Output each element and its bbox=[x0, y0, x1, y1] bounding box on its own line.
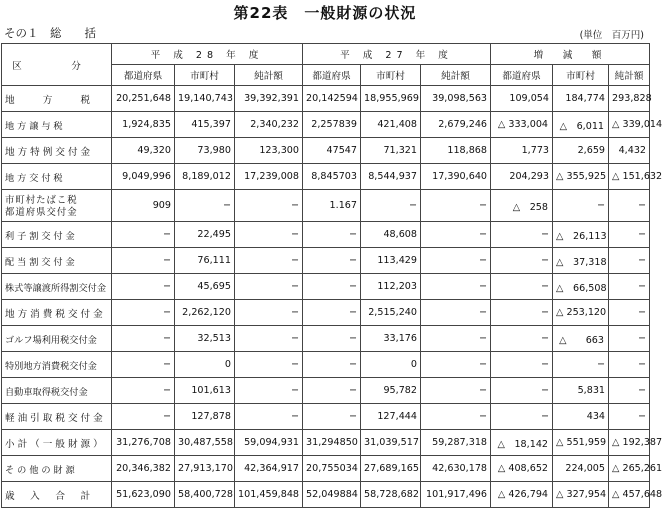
cell-value: 51,623,090 bbox=[112, 482, 175, 508]
cell-value: − bbox=[303, 352, 361, 378]
row-label bbox=[2, 222, 112, 248]
table-row bbox=[2, 300, 650, 326]
cell-value: − bbox=[609, 222, 650, 248]
row-label bbox=[2, 164, 112, 190]
subcol-municipality: 市町村 bbox=[553, 65, 609, 86]
row-label-text: 軽油引取税交付金 bbox=[5, 412, 106, 424]
row-label-text: 地 方 譲 与 税 bbox=[5, 120, 63, 132]
cell-value: 42,630,178 bbox=[421, 456, 491, 482]
cell-value: △ 408,652 bbox=[491, 456, 553, 482]
cell-value: − bbox=[303, 300, 361, 326]
cell-value: 112,203 bbox=[361, 274, 421, 300]
cell-value: − bbox=[609, 404, 650, 430]
cell-value: − bbox=[609, 248, 650, 274]
cell-value: 20,251,648 bbox=[112, 86, 175, 112]
table-row bbox=[2, 482, 650, 508]
cell-value: − bbox=[609, 190, 650, 222]
cell-value: − bbox=[235, 352, 303, 378]
cell-value: − bbox=[303, 222, 361, 248]
cell-value: − bbox=[112, 248, 175, 274]
cell-value: − bbox=[303, 248, 361, 274]
table-row bbox=[2, 404, 650, 430]
row-label bbox=[2, 456, 112, 482]
cell-value: − bbox=[112, 300, 175, 326]
cell-value: − bbox=[421, 378, 491, 404]
cell-value: △ 26,113 bbox=[553, 222, 609, 248]
cell-value: 204,293 bbox=[491, 164, 553, 190]
cell-value: 2,679,246 bbox=[421, 112, 491, 138]
cell-value: − bbox=[491, 326, 553, 352]
table-row bbox=[2, 378, 650, 404]
cell-value: − bbox=[235, 274, 303, 300]
cell-value: 31,294850 bbox=[303, 430, 361, 456]
cell-value: − bbox=[609, 378, 650, 404]
row-label-text: 株式等譲渡所得割交付金 bbox=[5, 282, 107, 294]
row-label bbox=[2, 190, 112, 222]
cell-value: − bbox=[303, 274, 361, 300]
cell-value: △ 6,011 bbox=[553, 112, 609, 138]
row-label-text: 利 子 割 交 付 金 bbox=[5, 230, 75, 242]
cell-value: 20,346,382 bbox=[112, 456, 175, 482]
cell-value: 127,878 bbox=[175, 404, 235, 430]
cell-value: − bbox=[609, 352, 650, 378]
table-row bbox=[2, 456, 650, 482]
cell-value: 113,429 bbox=[361, 248, 421, 274]
cell-value: − bbox=[553, 190, 609, 222]
cell-value: 52,049884 bbox=[303, 482, 361, 508]
row-label bbox=[2, 326, 112, 352]
cell-value: 19,140,743 bbox=[175, 86, 235, 112]
cell-value: 415,397 bbox=[175, 112, 235, 138]
row-label bbox=[2, 138, 112, 164]
table-subtitle: その１ 総 括 bbox=[4, 26, 96, 40]
cell-value: 76,111 bbox=[175, 248, 235, 274]
row-label-text: 自動車取得税交付金 bbox=[5, 386, 88, 398]
cell-value: 33,176 bbox=[361, 326, 421, 352]
cell-value: − bbox=[361, 190, 421, 222]
cell-value: − bbox=[112, 352, 175, 378]
cell-value: − bbox=[112, 274, 175, 300]
cell-value: − bbox=[491, 274, 553, 300]
row-label bbox=[2, 300, 112, 326]
cell-value: 9,049,996 bbox=[112, 164, 175, 190]
cell-value: △ 253,120 bbox=[553, 300, 609, 326]
cell-value: − bbox=[491, 248, 553, 274]
cell-value: − bbox=[112, 222, 175, 248]
subcol-prefecture: 都道府県 bbox=[491, 65, 553, 86]
header-row-groups bbox=[2, 44, 650, 65]
cell-value: 421,408 bbox=[361, 112, 421, 138]
cell-value: 39,392,391 bbox=[235, 86, 303, 112]
cell-value: − bbox=[421, 190, 491, 222]
cell-value: 2,515,240 bbox=[361, 300, 421, 326]
cell-value: △ 258 bbox=[491, 190, 553, 222]
cell-value: − bbox=[421, 248, 491, 274]
cell-value: 27,913,170 bbox=[175, 456, 235, 482]
table-body bbox=[2, 86, 662, 508]
cell-value: 118,868 bbox=[421, 138, 491, 164]
cell-value: − bbox=[491, 300, 553, 326]
cell-value: △ 265,261 bbox=[609, 456, 650, 482]
cell-value: − bbox=[235, 326, 303, 352]
table-row bbox=[2, 164, 650, 190]
cell-value: △ 355,925 bbox=[553, 164, 609, 190]
cell-value: 123,300 bbox=[235, 138, 303, 164]
cell-value: 1.167 bbox=[303, 190, 361, 222]
cell-value: − bbox=[421, 222, 491, 248]
cell-value: − bbox=[303, 378, 361, 404]
row-label-text: 小計（一般財源） bbox=[5, 438, 106, 450]
cell-value: △ 333,004 bbox=[491, 112, 553, 138]
cell-value: 20,755034 bbox=[303, 456, 361, 482]
row-label-text: 地 方 交 付 税 bbox=[5, 172, 63, 184]
cell-value: 224,005 bbox=[553, 456, 609, 482]
cell-value: − bbox=[235, 222, 303, 248]
cell-value: − bbox=[235, 300, 303, 326]
cell-value: 8,189,012 bbox=[175, 164, 235, 190]
cell-value: 58,728,682 bbox=[361, 482, 421, 508]
row-label-line: 都道府県交付金 bbox=[5, 206, 78, 218]
cell-value: 49,320 bbox=[112, 138, 175, 164]
cell-value: 184,774 bbox=[553, 86, 609, 112]
row-label-text: 特別地方消費税交付金 bbox=[5, 360, 97, 372]
cell-value: 2,340,232 bbox=[235, 112, 303, 138]
cell-value: − bbox=[303, 326, 361, 352]
cell-value: 59,094,931 bbox=[235, 430, 303, 456]
cell-value: 293,828 bbox=[609, 86, 650, 112]
cell-value: 58,400,728 bbox=[175, 482, 235, 508]
cell-value: 45,695 bbox=[175, 274, 235, 300]
table-row bbox=[2, 352, 650, 378]
cell-value: 101,917,496 bbox=[421, 482, 491, 508]
group-header-change: 増 減 額 bbox=[491, 44, 650, 65]
cell-value: 109,054 bbox=[491, 86, 553, 112]
cell-value: 434 bbox=[553, 404, 609, 430]
table-row bbox=[2, 222, 650, 248]
row-label-text: 地方特例交付金 bbox=[5, 146, 94, 158]
row-label bbox=[2, 482, 112, 508]
cell-value: 4,432 bbox=[609, 138, 650, 164]
cell-value: − bbox=[235, 378, 303, 404]
cell-value: − bbox=[553, 352, 609, 378]
subcol-net-total: 純計額 bbox=[609, 65, 650, 86]
table-row bbox=[2, 112, 650, 138]
row-label bbox=[2, 86, 112, 112]
cell-value: △ 327,954 bbox=[553, 482, 609, 508]
cell-value: 1,773 bbox=[491, 138, 553, 164]
cell-value: − bbox=[303, 404, 361, 430]
cell-value: 42,364,917 bbox=[235, 456, 303, 482]
row-label-line: 市町村たばこ税 bbox=[5, 194, 78, 206]
cell-value: 31,276,708 bbox=[112, 430, 175, 456]
cell-value: 17,239,008 bbox=[235, 164, 303, 190]
cell-value: − bbox=[112, 378, 175, 404]
cell-value: 59,287,318 bbox=[421, 430, 491, 456]
cell-value: − bbox=[609, 326, 650, 352]
cell-value: 101,613 bbox=[175, 378, 235, 404]
row-label bbox=[2, 378, 112, 404]
cell-value: △ 457,648 bbox=[609, 482, 650, 508]
cell-value: 27,689,165 bbox=[361, 456, 421, 482]
cell-value: 20,142594 bbox=[303, 86, 361, 112]
cell-value: − bbox=[421, 300, 491, 326]
table-row bbox=[2, 248, 650, 274]
cell-value: − bbox=[609, 274, 650, 300]
cell-value: − bbox=[491, 404, 553, 430]
group-header-fy28: 平 成 28 年 度 bbox=[112, 44, 303, 65]
table-row bbox=[2, 86, 650, 112]
cell-value: △ 663 bbox=[553, 326, 609, 352]
corner-header: 区 分 bbox=[2, 44, 112, 86]
cell-value: 8,544,937 bbox=[361, 164, 421, 190]
subcol-net-total: 純計額 bbox=[235, 65, 303, 86]
cell-value: 0 bbox=[361, 352, 421, 378]
cell-value: 18,955,969 bbox=[361, 86, 421, 112]
cell-value: 31,039,517 bbox=[361, 430, 421, 456]
row-label bbox=[2, 352, 112, 378]
cell-value: △ 192,387 bbox=[609, 430, 650, 456]
row-label-text: 地 方 税 bbox=[5, 94, 94, 106]
cell-value: − bbox=[491, 222, 553, 248]
subcol-prefecture: 都道府県 bbox=[303, 65, 361, 86]
row-label-text: ゴルフ場利用税交付金 bbox=[5, 334, 97, 346]
cell-value: 8,845703 bbox=[303, 164, 361, 190]
cell-value: 73,980 bbox=[175, 138, 235, 164]
cell-value: 2,659 bbox=[553, 138, 609, 164]
general-revenue-table bbox=[1, 43, 662, 508]
cell-value: − bbox=[491, 352, 553, 378]
subcol-municipality: 市町村 bbox=[361, 65, 421, 86]
cell-value: 32,513 bbox=[175, 326, 235, 352]
cell-value: 22,495 bbox=[175, 222, 235, 248]
cell-value: − bbox=[112, 326, 175, 352]
row-label-text: 配 当 割 交 付 金 bbox=[5, 256, 75, 268]
cell-value: 47547 bbox=[303, 138, 361, 164]
cell-value: − bbox=[609, 300, 650, 326]
unit-note: (単位 百万円) bbox=[579, 30, 644, 41]
cell-value: △ 426,794 bbox=[491, 482, 553, 508]
cell-value: 127,444 bbox=[361, 404, 421, 430]
table-row bbox=[2, 190, 650, 222]
cell-value: 5,831 bbox=[553, 378, 609, 404]
table-title: 第22表 一般財源の状況 bbox=[233, 4, 417, 22]
row-label bbox=[2, 248, 112, 274]
cell-value: △ 66,508 bbox=[553, 274, 609, 300]
cell-value: − bbox=[421, 326, 491, 352]
subcol-net-total: 純計額 bbox=[421, 65, 491, 86]
cell-value: 17,390,640 bbox=[421, 164, 491, 190]
cell-value: − bbox=[421, 404, 491, 430]
cell-value: △ 37,318 bbox=[553, 248, 609, 274]
row-label-text: 地方消費税交付金 bbox=[5, 308, 106, 320]
row-label bbox=[2, 430, 112, 456]
table-row bbox=[2, 138, 650, 164]
row-label-text: 歳 入 合 計 bbox=[5, 490, 94, 502]
group-header-fy27: 平 成 27 年 度 bbox=[303, 44, 491, 65]
row-label bbox=[2, 274, 112, 300]
cell-value: 39,098,563 bbox=[421, 86, 491, 112]
cell-value: △ 151,632 bbox=[609, 164, 650, 190]
cell-value: − bbox=[421, 274, 491, 300]
cell-value: △ 551,959 bbox=[553, 430, 609, 456]
cell-value: 2,257839 bbox=[303, 112, 361, 138]
row-label bbox=[2, 112, 112, 138]
cell-value: 95,782 bbox=[361, 378, 421, 404]
row-label-text: そ の 他 の 財 源 bbox=[5, 464, 75, 476]
subcol-municipality: 市町村 bbox=[175, 65, 235, 86]
cell-value: − bbox=[235, 190, 303, 222]
table-row bbox=[2, 430, 650, 456]
cell-value: 2,262,120 bbox=[175, 300, 235, 326]
table-row bbox=[2, 326, 650, 352]
cell-value: − bbox=[175, 190, 235, 222]
cell-value: 30,487,558 bbox=[175, 430, 235, 456]
cell-value: 48,608 bbox=[361, 222, 421, 248]
cell-value: 101,459,848 bbox=[235, 482, 303, 508]
cell-value: − bbox=[421, 352, 491, 378]
cell-value: 0 bbox=[175, 352, 235, 378]
cell-value: △ 18,142 bbox=[491, 430, 553, 456]
cell-value: − bbox=[235, 404, 303, 430]
cell-value: 909 bbox=[112, 190, 175, 222]
table-row bbox=[2, 274, 650, 300]
cell-value: − bbox=[235, 248, 303, 274]
row-label bbox=[2, 404, 112, 430]
cell-value: − bbox=[491, 378, 553, 404]
cell-value: 1,924,835 bbox=[112, 112, 175, 138]
cell-value: − bbox=[112, 404, 175, 430]
subcol-prefecture: 都道府県 bbox=[112, 65, 175, 86]
cell-value: △ 339,014 bbox=[609, 112, 650, 138]
cell-value: 71,321 bbox=[361, 138, 421, 164]
